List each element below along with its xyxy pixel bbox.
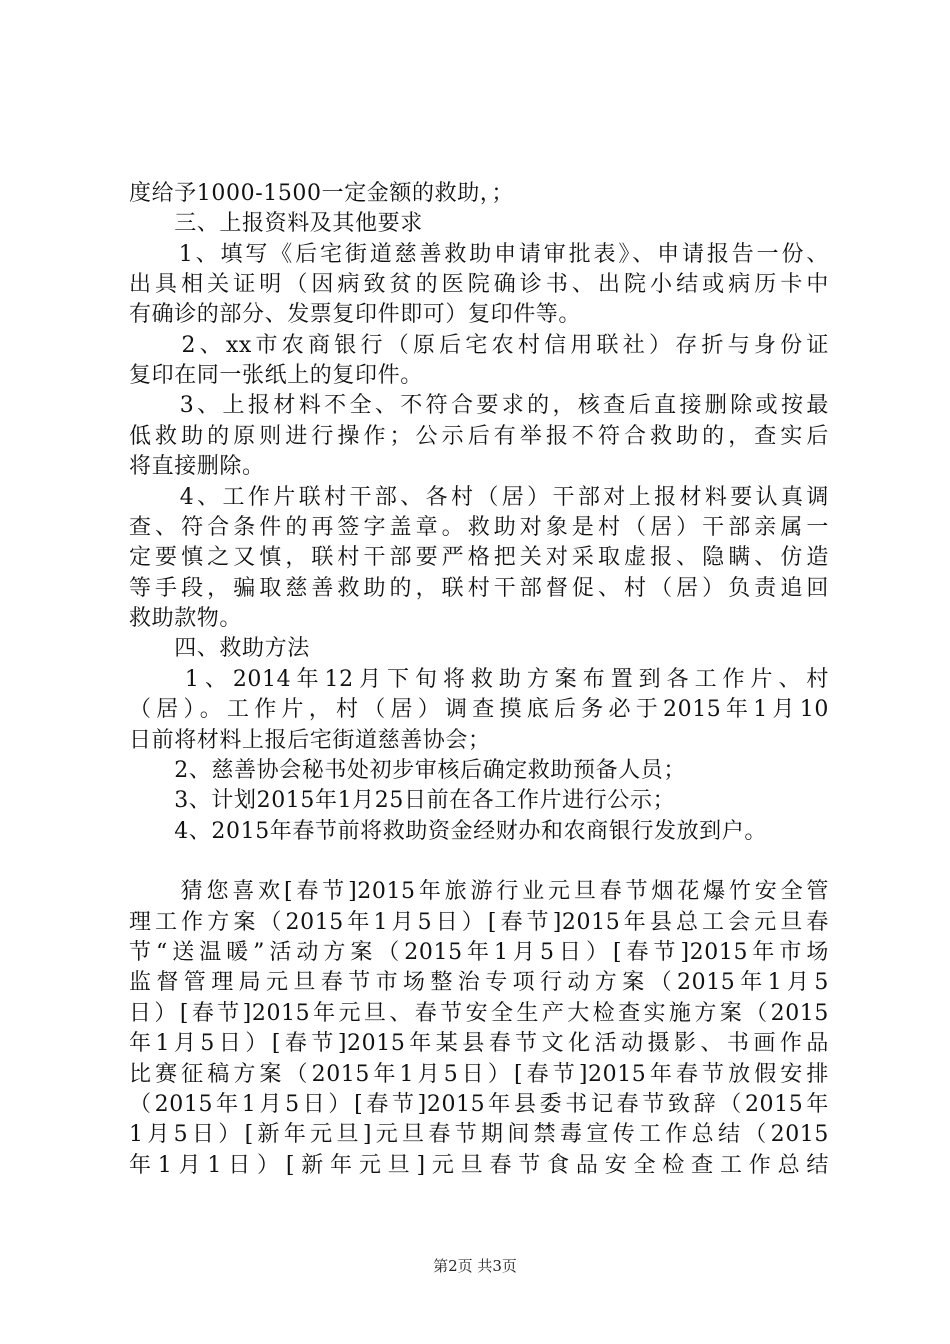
- related-articles-line: 节“送温暖”活动方案（2015年1月5日）[春节]2015年市场: [129, 940, 829, 965]
- body-line: 1、填写《后宅街道慈善救助申请审批表》、申请报告一份、: [129, 242, 829, 267]
- body-line: 2、慈善协会秘书处初步审核后确定救助预备人员；: [129, 758, 686, 783]
- related-articles-line: 比赛征稿方案（2015年1月5日）[春节]2015年春节放假安排: [129, 1062, 829, 1087]
- body-line: 查、符合条件的再签字盖章。救助对象是村（居）干部亲属一: [129, 515, 829, 540]
- body-line: （居）。工作片，村（居）调查摸底后务必于2015年1月10: [129, 697, 829, 722]
- body-line: 定要慎之又慎，联村干部要严格把关对采取虚报、隐瞒、仿造: [129, 545, 829, 570]
- related-articles-line: 监督管理局元旦春节市场整治专项行动方案（2015年1月5: [129, 970, 829, 995]
- body-line: 救助款物。: [129, 606, 243, 631]
- related-articles-line: （2015年1月5日）[春节]2015年县委书记春节致辞（2015年: [129, 1092, 829, 1117]
- body-line: 2、xx市农商银行（原后宅农村信用联社）存折与身份证: [129, 333, 829, 358]
- body-line: 等手段，骗取慈善救助的，联村干部督促、村（居）负责追回: [129, 576, 829, 601]
- body-line: 有确诊的部分、发票复印件即可）复印件等。: [129, 302, 582, 327]
- body-line: 复印在同一张纸上的复印件。: [129, 363, 423, 388]
- body-line: 4、2015年春节前将救助资金经财办和农商银行发放到户。: [129, 819, 767, 844]
- body-line: 1、2014年12月下旬将救助方案布置到各工作片、村: [129, 667, 829, 692]
- related-articles-line: 理工作方案（2015年1月5日）[春节]2015年县总工会元旦春: [129, 910, 829, 935]
- section-heading: 三、上报资料及其他要求: [129, 211, 423, 236]
- body-line: 日前将材料上报后宅街道慈善协会；: [129, 728, 491, 753]
- section-heading: 四、救助方法: [129, 636, 310, 661]
- body-line: 3、上报材料不全、不符合要求的，核查后直接删除或按最: [129, 393, 829, 418]
- body-line: 将直接删除。: [129, 454, 265, 479]
- body-line: 度给予1000-1500一定金额的救助，；: [129, 181, 515, 206]
- page-number-footer: 第2页 共3页: [433, 1257, 517, 1275]
- related-articles-line: 年1月5日）[春节]2015年某县春节文化活动摄影、书画作品: [129, 1031, 829, 1056]
- related-articles-line: 日）[春节]2015年元旦、春节安全生产大检查实施方案（2015: [129, 1001, 829, 1026]
- body-line: 出具相关证明（因病致贫的医院确诊书、出院小结或病历卡中: [129, 272, 829, 297]
- body-line: 4、工作片联村干部、各村（居）干部对上报材料要认真调: [129, 485, 829, 510]
- body-line: 3、计划2015年1月25日前在各工作片进行公示；: [129, 788, 676, 813]
- related-articles-line: 猜您喜欢[春节]2015年旅游行业元旦春节烟花爆竹安全管: [129, 879, 829, 904]
- related-articles-line: 年1月1日）[新年元旦]元旦春节食品安全检查工作总结: [129, 1153, 829, 1178]
- body-line: 低救助的原则进行操作；公示后有举报不符合救助的，查实后: [129, 424, 829, 449]
- related-articles-line: 1月5日）[新年元旦]元旦春节期间禁毒宣传工作总结（2015: [129, 1122, 829, 1147]
